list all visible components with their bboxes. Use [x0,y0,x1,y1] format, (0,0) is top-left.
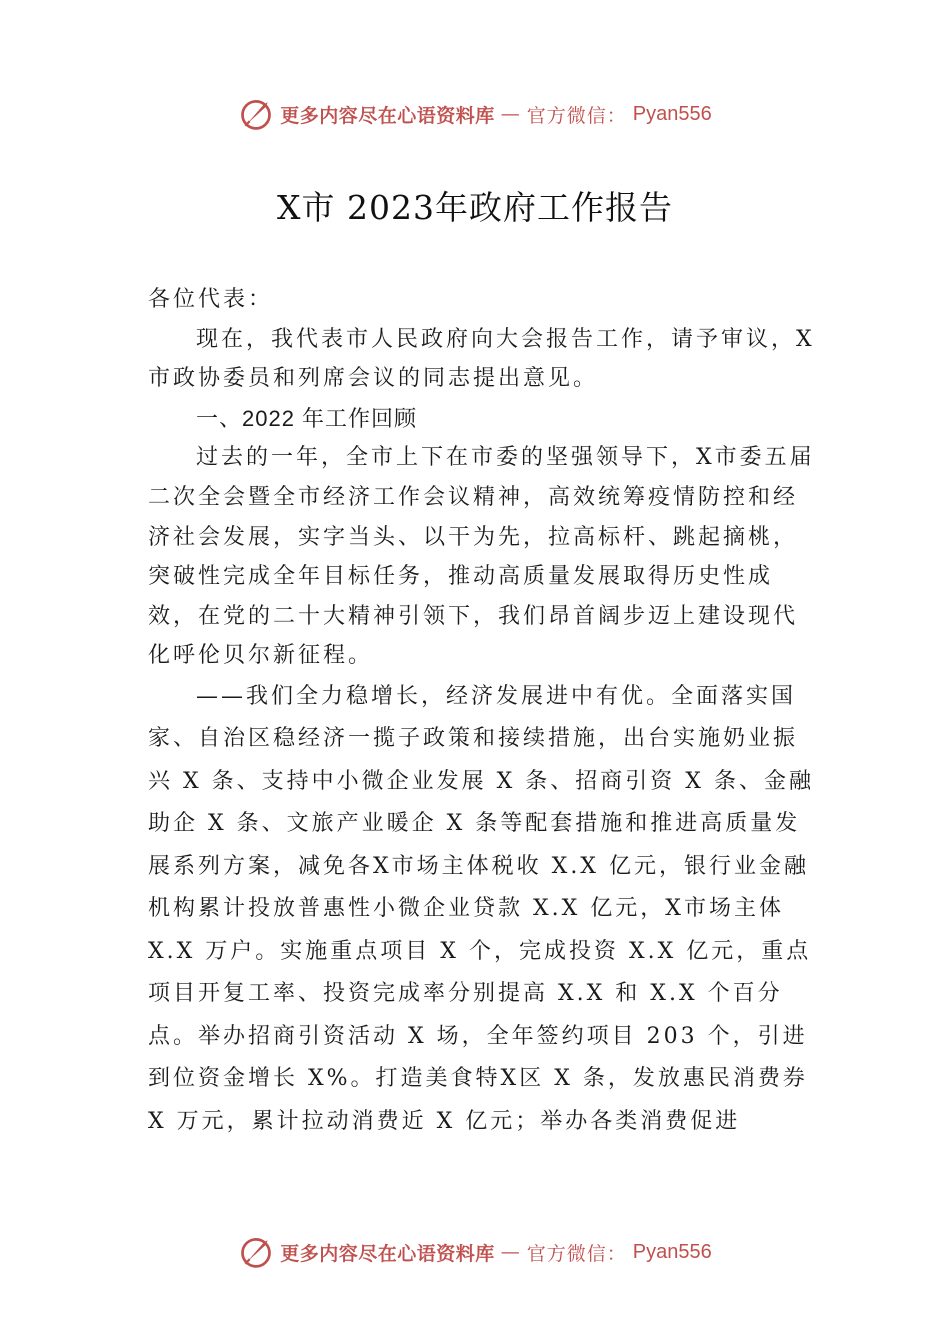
watermark-contact-label: 官方微信： [526,104,627,127]
watermark-dash: — [500,103,521,125]
document-body [148,280,818,1143]
watermark-contact-id: Pyan556 [632,1240,712,1263]
section-heading: 一、2022 年工作回顾 [196,405,418,431]
watermark-contact-id: Pyan556 [632,102,712,125]
paragraph-intro: 现在，我代表市人民政府向大会报告工作，请予审议，X市政协委员和列席会议的同志提出意见。 [148,326,815,392]
document-title: X市 2023年政府工作报告 [277,188,673,227]
quill-logo-icon [238,1234,274,1270]
header-watermark [0,94,950,134]
paragraph-review: 过去的一年，全市上下在市委的坚强领导下，X市委五届二次全会暨全市经济工作会议精神，高效统筹疫情防控和经济社会发展，实字当头、以干为先，拉高标杆、跳起摘桃，突破性完成全年目标任务，推动高质量发展取得历史性成效，在党的二十大精神引领下，我们昂首阔步迈上建设现代化呼伦贝尔新征程。 [148,445,815,669]
quill-logo-icon [238,96,274,132]
salutation: 各位代表： [148,287,274,312]
footer-watermark [0,1232,950,1272]
watermark-brand-text: 更多内容尽在心语资料库 [280,1242,495,1265]
watermark-dash: — [500,1241,521,1263]
paragraph-growth: ——我们全力稳增长，经济发展进中有优。全面落实国家、自治区稳经济一揽子政策和接续措施，出台实施奶业振兴 X 条、支持中小微企业发展 X 条、招商引资 X 条、金融助企 X 条、文旅产业暖企 X 条等配套措施和推进高质量发展系列方案，减免各X市场主体税收 X.X 亿元，银行业金融机构累计投放普惠性小微企业贷款 X.X 亿元，X市场主体 X.X 万户。实施重点项目 X 个，完成投资 X.X 亿元，重点项目开复工率、投资完成率分别提高 X.X 和 X.X 个百分点。举办招商引资活动 X 场，全年签约项目 203 个，引进到位资金增长 X%。打造美食特X区 X 条，发放惠民消费券 X 万元，累计拉动消费近 X 亿元；举办各类消费促进 [148,683,814,1134]
watermark-brand-text: 更多内容尽在心语资料库 [280,104,495,127]
watermark-contact-label: 官方微信： [526,1242,627,1265]
